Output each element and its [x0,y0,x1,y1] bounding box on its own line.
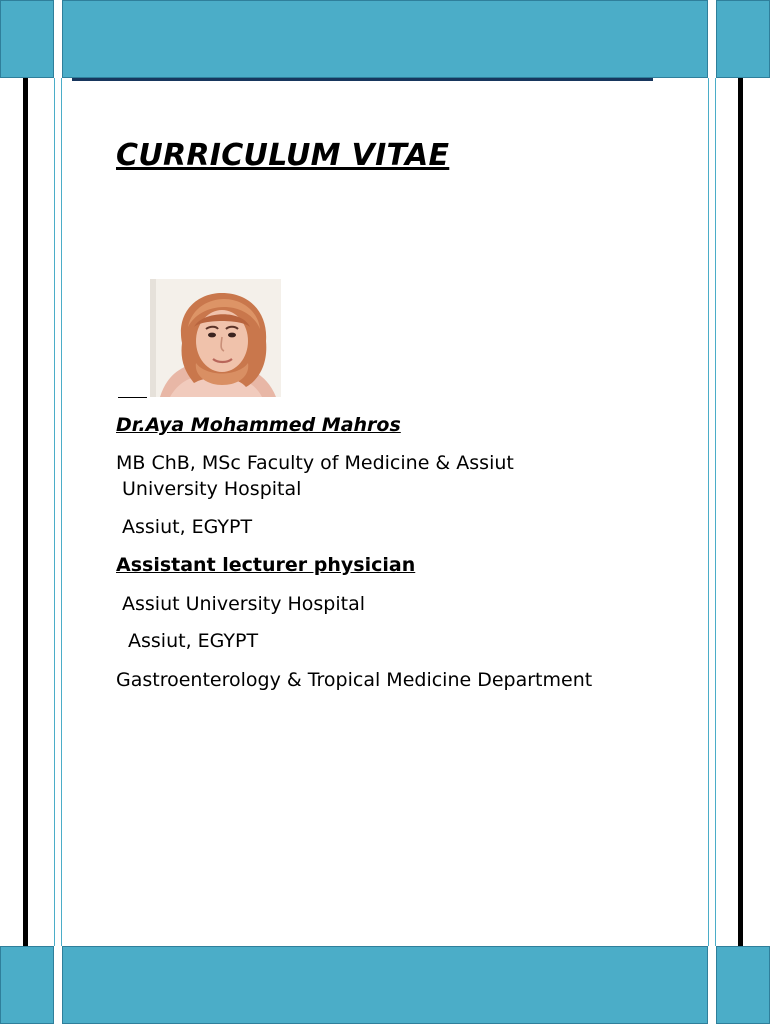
header-rule [72,78,653,81]
page-title: CURRICULUM VITAE [116,138,450,173]
position-title: Assistant lecturer physician [116,554,416,576]
location-line: Assiut, EGYPT [122,516,253,538]
border-line-outer-right [738,78,743,946]
department-line: Gastroenterology & Tropical Medicine Department [116,669,593,691]
border-band-bottom-center [62,946,708,1024]
border-band-top-center [62,0,708,78]
hospital-line: Assiut University Hospital [122,593,366,615]
university-line: University Hospital [122,478,302,500]
hospital-location-line: Assiut, EGYPT [128,630,259,652]
border-band-bottom-right [716,946,770,1024]
portrait-photo [150,279,281,397]
border-band-bottom-left [0,946,54,1024]
border-line-thin-left [54,78,55,946]
border-line-outer-left [23,78,28,946]
border-band-top-right [716,0,770,78]
border-line-inner-right [708,78,709,946]
border-line-inner-left [61,78,62,946]
degrees-line: MB ChB, MSc Faculty of Medicine & Assiut [116,452,514,474]
border-line-thin-right [715,78,716,946]
doctor-name: Dr.Aya Mohammed Mahros [116,414,401,436]
border-band-top-left [0,0,54,78]
photo-anchor-rule [118,397,147,398]
